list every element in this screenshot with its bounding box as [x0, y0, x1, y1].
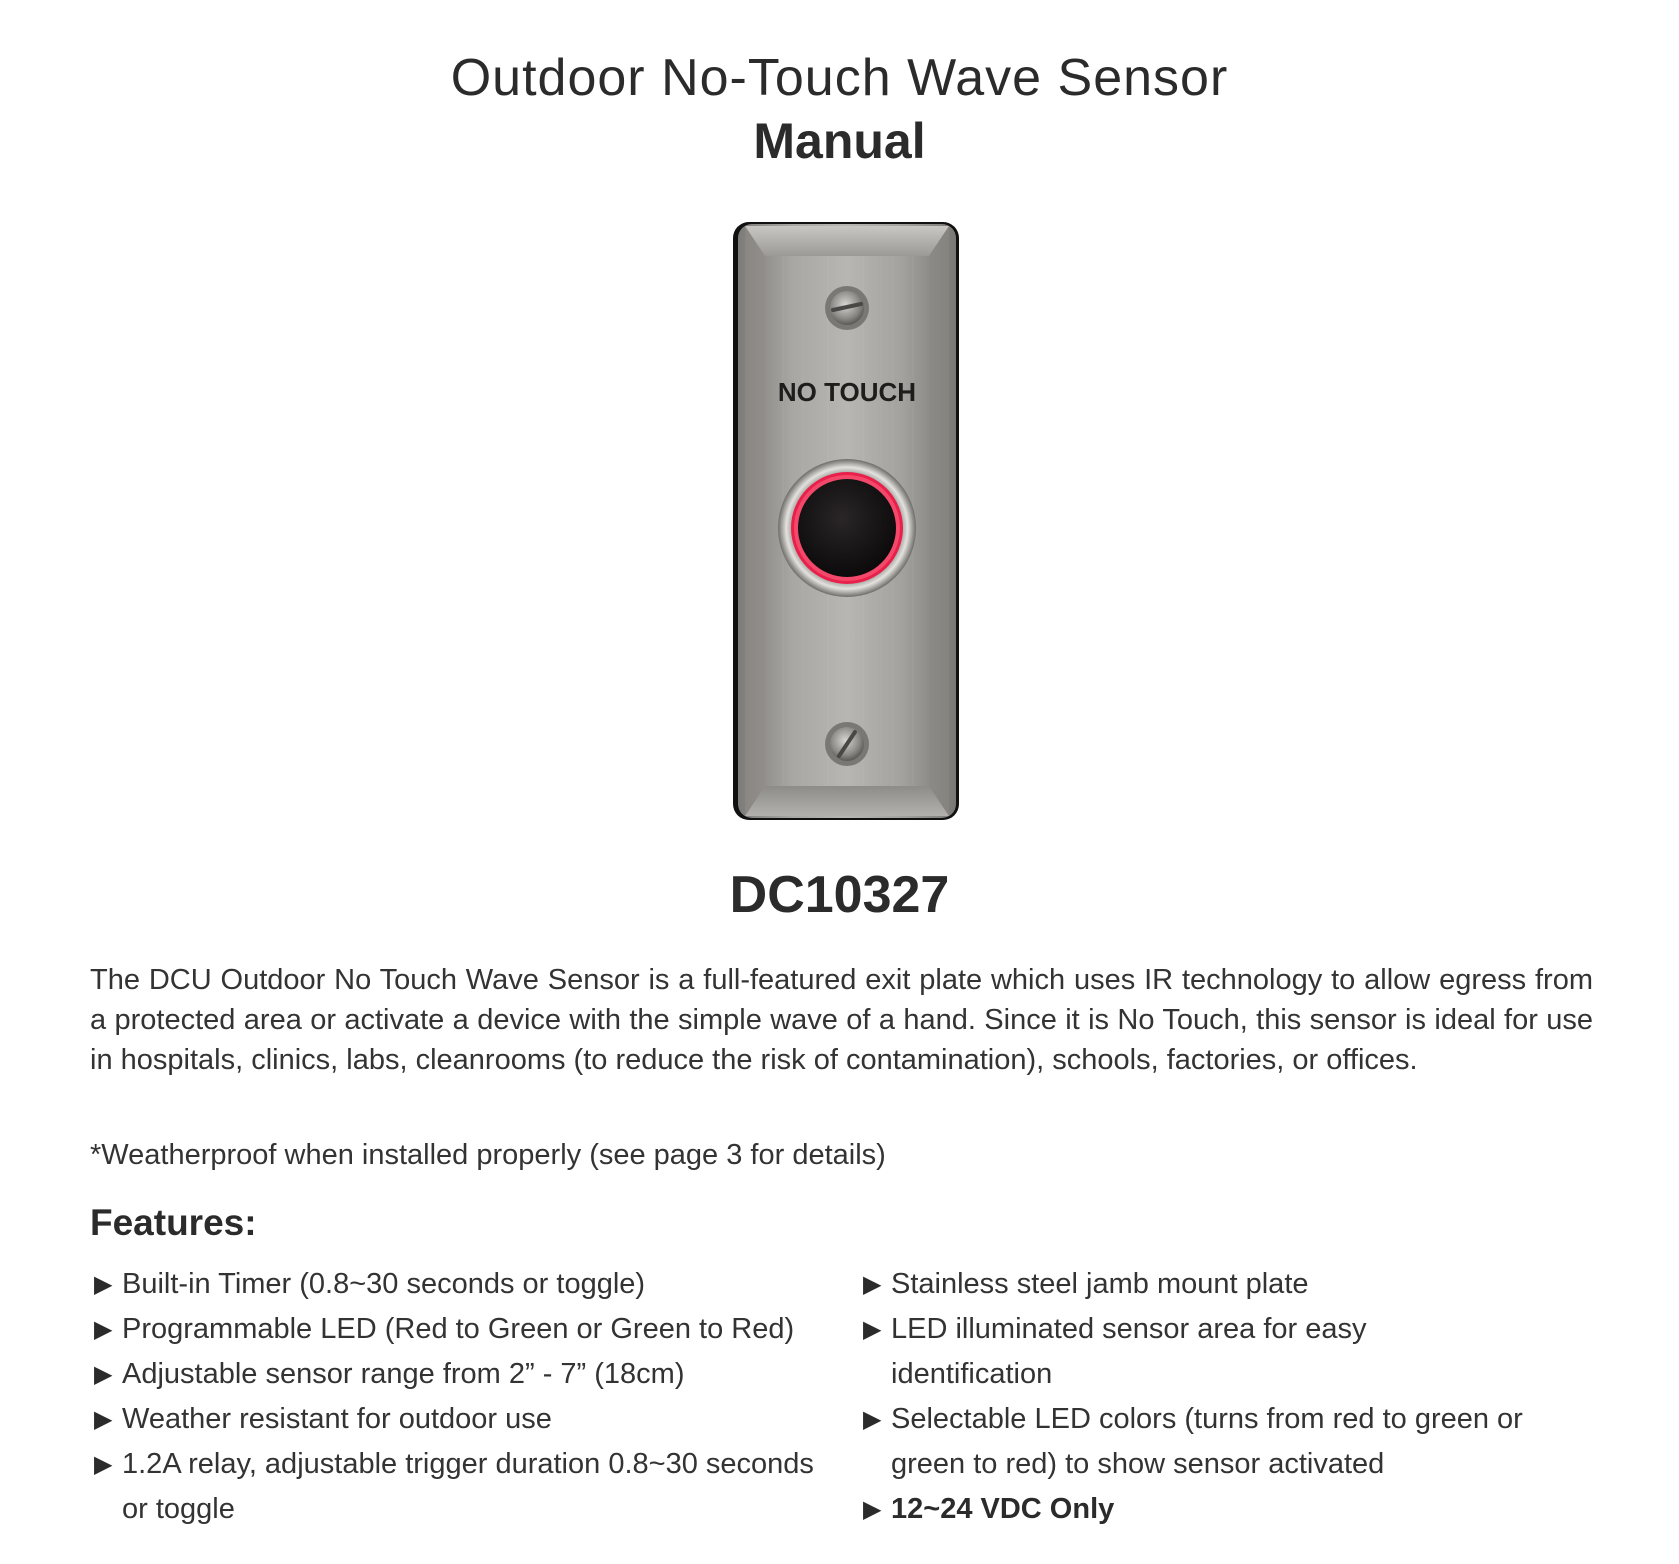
triangle-bullet-icon: ▶	[94, 1451, 113, 1478]
page-title: Outdoor No-Touch Wave Sensor	[450, 49, 1229, 107]
features-heading: Features:	[90, 1202, 257, 1243]
model-number: DC10327	[729, 866, 950, 924]
feature-item: ▶ 1.2A relay, adjustable trigger duration 0.8~30 seconds or toggle	[94, 1442, 829, 1532]
feature-item: ▶ Stainless steel jamb mount plate	[863, 1262, 1598, 1307]
triangle-bullet-icon: ▶	[94, 1361, 113, 1388]
feature-item: ▶ Programmable LED (Red to Green or Green to Red)	[94, 1307, 829, 1352]
triangle-bullet-icon: ▶	[863, 1496, 882, 1523]
feature-item: ▶ LED illuminated sensor area for easy identification	[863, 1307, 1598, 1397]
feature-item: ▶ Built-in Timer (0.8~30 seconds or toggle)	[94, 1262, 829, 1307]
screw-bottom-icon	[825, 722, 869, 766]
triangle-bullet-icon: ▶	[94, 1271, 113, 1298]
feature-item: ▶ Adjustable sensor range from 2” - 7” (18cm)	[94, 1352, 829, 1397]
weatherproof-note: *Weatherproof when installed properly (see page 3 for details)	[90, 1139, 886, 1171]
feature-item: ▶ Selectable LED colors (turns from red to green or green to red) to show sensor activated	[863, 1397, 1598, 1487]
triangle-bullet-icon: ▶	[94, 1316, 113, 1343]
plate-label: NO TOUCH	[777, 377, 917, 407]
feature-item: ▶ Weather resistant for outdoor use	[94, 1397, 829, 1442]
page-subtitle: Manual	[753, 113, 926, 169]
triangle-bullet-icon: ▶	[94, 1406, 113, 1433]
features-list-left	[94, 1262, 829, 1532]
screw-top-icon	[825, 286, 869, 330]
ir-sensor-icon	[778, 459, 916, 597]
triangle-bullet-icon: ▶	[863, 1406, 882, 1433]
product-description: The DCU Outdoor No Touch Wave Sensor is a full-featured exit plate which uses IR technology to allow egress from a protected area or activate a device with the simple wave of a hand. Since it is No Touch, this sensor is ideal for use in hospitals, clinics, labs, cleanrooms (to reduce the risk of contamination), schools, factories, or offices.	[90, 964, 1593, 1076]
feature-item-voltage: ▶ 12~24 VDC Only	[863, 1487, 1598, 1532]
product-image	[733, 222, 959, 825]
features-list-right	[863, 1262, 1598, 1532]
triangle-bullet-icon: ▶	[863, 1271, 882, 1298]
triangle-bullet-icon: ▶	[863, 1316, 882, 1343]
